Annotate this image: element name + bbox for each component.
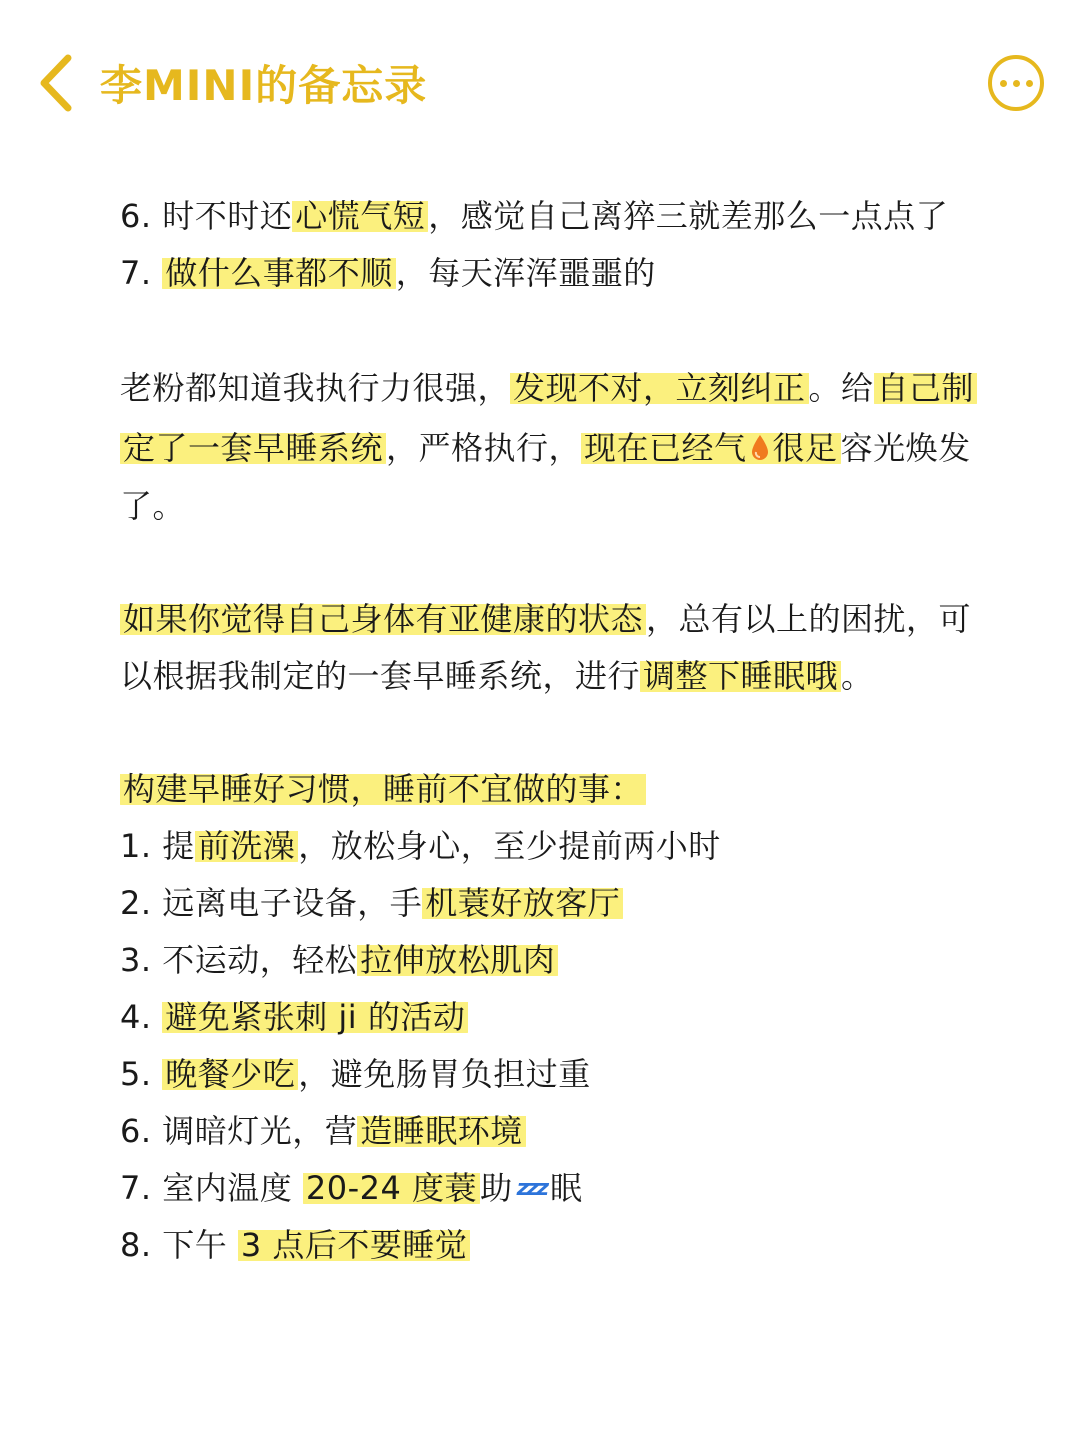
highlight: 机蓑好放客厅 (422, 884, 623, 922)
highlight: 3 点后不要睡觉 (238, 1226, 471, 1264)
note-body[interactable] (120, 188, 1000, 1274)
tip-item-8: 8. 下午 3 点后不要睡觉 (120, 1217, 1000, 1274)
highlight: 造睡眠环境 (357, 1112, 526, 1150)
highlight: 前洗澡 (195, 827, 299, 865)
tip-item-5: 5. 晚餐少吃，避免肠胃负担过重 (120, 1055, 591, 1093)
tip-item-4: 4. 避免紧张刺 ji 的活动 (120, 989, 1000, 1046)
more-horizontal-icon (1026, 80, 1033, 87)
symptom-item-7: 7. 做什么事都不顺，每天浑浑噩噩的 (120, 254, 656, 292)
highlight: 拉伸放松肌肉 (357, 941, 558, 979)
symptom-item-6: 6. 时不时还心慌气短，感觉自己离猝三就差那么一点点了 (120, 197, 949, 235)
tips-heading (120, 761, 1000, 818)
tip-item-6: 6. 调暗灯光，营造睡眠环境 (120, 1103, 1000, 1160)
paragraph-line: 以根据我制定的一套早睡系统，进行调整下睡眠哦。 (120, 657, 874, 695)
zzz-sleep-icon: zzz (516, 1176, 546, 1201)
blood-drop-icon (749, 433, 771, 463)
highlight: 发现不对，立刻纠正 (510, 369, 809, 407)
app-header (0, 0, 1080, 170)
page-title: 李MINI的备忘录 (100, 61, 428, 110)
more-horizontal-icon (1000, 80, 1007, 87)
highlight: 20-24 度蓑 (303, 1169, 480, 1207)
highlight: 定了一套早睡系统 (120, 429, 386, 467)
highlight: 做什么事都不顺 (162, 254, 396, 292)
paragraph-line: 老粉都知道我执行力很强，发现不对，立刻纠正。给自己制 (120, 358, 1000, 418)
highlight: 调整下睡眠哦 (640, 657, 841, 695)
tip-item-7: 7. 室内温度 20-24 度蓑助 zzz 眠 (120, 1160, 1000, 1217)
highlight: 晚餐少吃 (162, 1055, 298, 1093)
highlight: 避免紧张刺 ji 的活动 (162, 998, 468, 1036)
highlight: 如果你觉得自己身体有亚健康的状态 (120, 600, 646, 638)
tip-item-2: 2. 远离电子设备，手机蓑好放客厅 (120, 875, 1000, 932)
highlight: 心慌气短 (292, 197, 428, 235)
highlight: 构建早睡好习惯，睡前不宜做的事： (120, 770, 646, 808)
paragraph-line: 了。 (120, 487, 186, 525)
highlight: 自己制 (874, 369, 978, 407)
paragraph-line: 定了一套早睡系统，严格执行，现在已经气 很足容光焕发 (120, 418, 1000, 478)
tip-item-3: 3. 不运动，轻松拉伸放松肌肉 (120, 932, 1000, 989)
tip-item-1: 1. 提前洗澡，放松身心，至少提前两小时 (120, 827, 721, 865)
chevron-left-icon[interactable] (36, 52, 76, 114)
paragraph-line: 如果你觉得自己身体有亚健康的状态，总有以上的困扰，可 (120, 591, 1000, 648)
more-horizontal-icon (1013, 80, 1020, 87)
more-options-button[interactable] (988, 55, 1044, 111)
highlight: 现在已经气 很足 (581, 429, 841, 467)
